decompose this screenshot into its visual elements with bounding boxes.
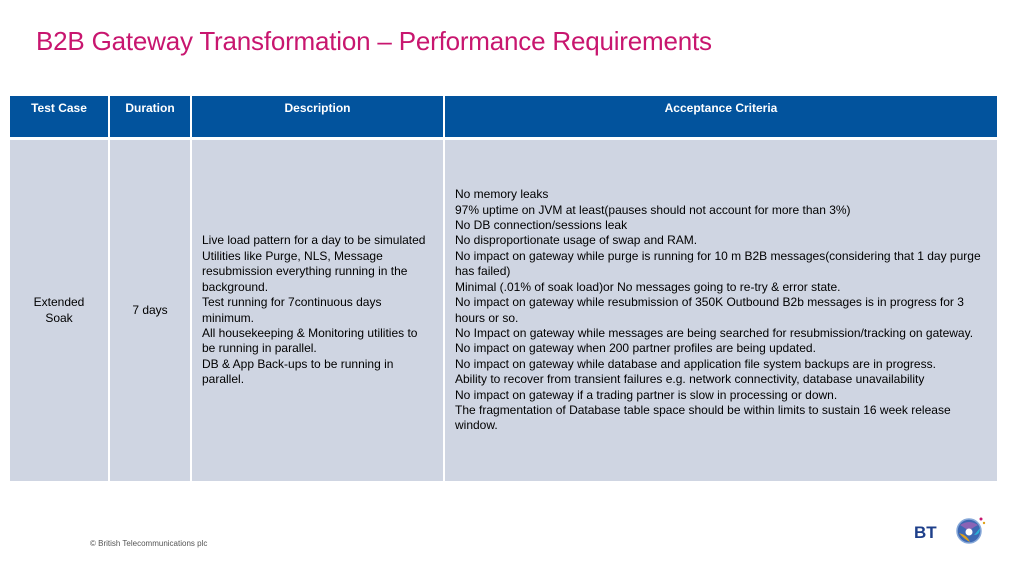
header-test-case: Test Case bbox=[10, 96, 109, 139]
criteria-line: No memory leaks bbox=[455, 187, 549, 202]
table-header-row bbox=[10, 96, 997, 139]
description-line: DB & App Back-ups to be running in parallel. bbox=[202, 356, 394, 387]
bt-logo-icon bbox=[914, 514, 992, 550]
criteria-line: Ability to recover from transient failures e.g. network connectivity, database unavailability bbox=[455, 372, 925, 387]
header-description: Description bbox=[191, 96, 444, 139]
criteria-line: No impact on gateway while purge is running for 10 m B2B messages(considering that 1 day purge has failed) bbox=[455, 248, 981, 279]
header-acceptance-criteria: Acceptance Criteria bbox=[444, 96, 997, 139]
header-duration: Duration bbox=[109, 96, 191, 139]
criteria-line: No impact on gateway while database and application file system backups are in progress. bbox=[455, 356, 936, 371]
copyright-footer: © British Telecommunications plc bbox=[90, 539, 208, 548]
description-line: Test running for 7continuous days minimum. bbox=[202, 295, 382, 325]
criteria-line: 97% uptime on JVM at least(pauses should not account for more than 3%) bbox=[455, 202, 851, 217]
description-line: All housekeeping & Monitoring utilities to be running in parallel. bbox=[202, 325, 418, 356]
test-case-line: Extended bbox=[33, 295, 85, 310]
criteria-line: No Impact on gateway while messages are being searched for resubmission/tracking on gateway. bbox=[455, 325, 974, 340]
criteria-line: No impact on gateway when 200 partner profiles are being updated. bbox=[455, 341, 816, 356]
table-row bbox=[10, 139, 997, 482]
test-case-line: Soak bbox=[45, 310, 73, 325]
description-line: Utilities like Purge, NLS, Message resubmission everything running in the background. bbox=[202, 248, 408, 294]
logo-text: BT bbox=[914, 523, 937, 542]
slide-title: B2B Gateway Transformation – Performance Requirements bbox=[36, 26, 712, 56]
criteria-line: No impact on gateway if a trading partner is slow in processing or down. bbox=[455, 387, 838, 402]
cell-test-case bbox=[10, 139, 109, 482]
criteria-line: The fragmentation of Database table space should be within limits to sustain 16 week release window. bbox=[455, 402, 951, 433]
criteria-line: No disproportionate usage of swap and RAM. bbox=[455, 233, 698, 248]
criteria-line: No DB connection/sessions leak bbox=[455, 218, 628, 233]
criteria-line: No impact on gateway while resubmission of 350K Outbound B2b messages is in progress for 3 hours or so. bbox=[455, 295, 964, 325]
cell-description bbox=[191, 139, 444, 482]
description-line: Live load pattern for a day to be simulated bbox=[202, 233, 426, 248]
requirements-table bbox=[10, 96, 997, 481]
cell-duration: 7 days bbox=[109, 139, 191, 482]
criteria-line: Minimal (.01% of soak load)or No messages going to re-try & error state. bbox=[455, 279, 841, 294]
cell-acceptance-criteria bbox=[444, 139, 997, 482]
